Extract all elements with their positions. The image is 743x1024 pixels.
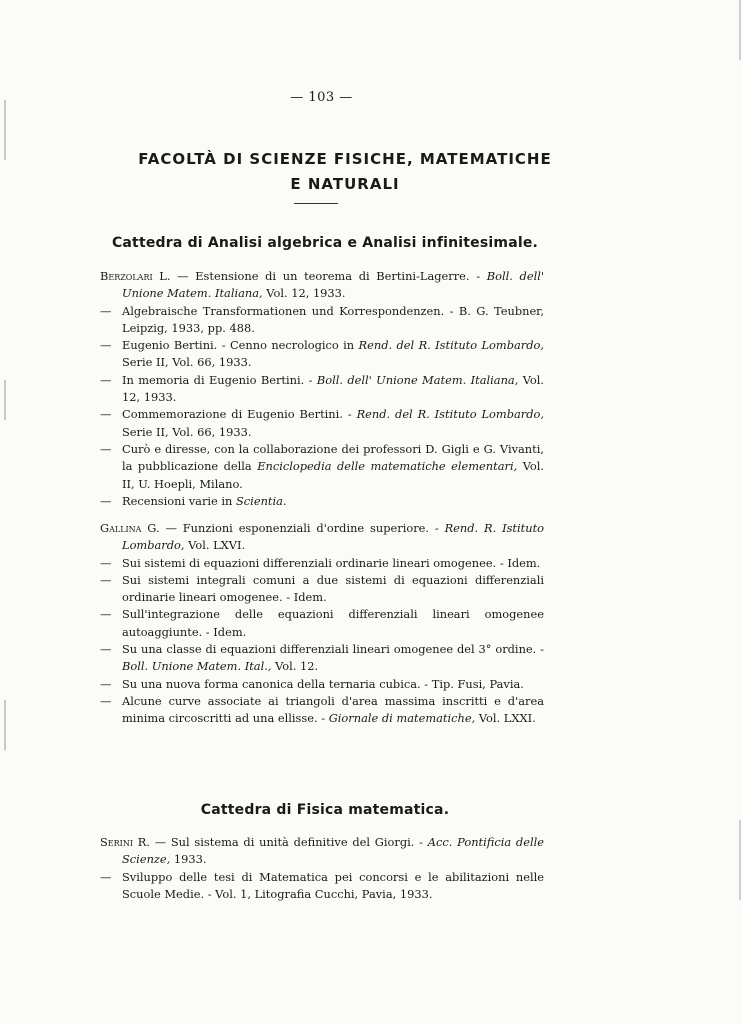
entry-tail: 1933.: [173, 852, 207, 867]
bibliography-entry: — Sui sistemi di equazioni differenziali ordinarie lineari omogenee. - Idem.: [100, 555, 541, 570]
faculty-title-line-2: E NATURALI: [290, 175, 400, 193]
faculty-title: [80, 147, 610, 197]
section-heading-fisica: Cattedra di Fisica matematica.: [200, 802, 450, 818]
scan-edge-mark: [4, 700, 6, 750]
bibliography-entry: — Commemorazione di Eugenio Bertini. - Rend. del R. Istituto Lombardo, Serie II, Vol. 66, 1933.: [100, 407, 545, 439]
bibliography-entry: — Sui sistemi integrali comuni a due sistemi di equazioni differenziali ordinarie lineari omogenee. - Idem.: [100, 572, 544, 605]
entry-venue: Acc. Pontificia delle Scienze,: [122, 835, 544, 867]
bibliography-entry: — In memoria di Eugenio Bertini. - Boll. dell' Unione Matem. Italiana, Vol. 12, 1933.: [100, 372, 545, 405]
bibliography-block-serini: [100, 834, 544, 903]
entry-text: Curò e diresse, con la collaborazione dei professori D. Gigli e G. Vivanti, la pubblicazione della: [122, 441, 544, 474]
entry-venue: Rend. del R. Istituto Lombardo,: [358, 338, 545, 353]
entry-text: Su una classe di equazioni differenziali lineari omogenee del 3° ordine. -: [122, 642, 544, 657]
scan-edge-mark: [739, 820, 741, 900]
scan-edge-mark: [4, 100, 6, 160]
bibliography-entry: — Sull'integrazione delle equazioni differenziali lineari omogenee autoaggiunte. - Idem.: [100, 607, 544, 639]
author-name: Serini R.: [100, 835, 150, 849]
title-divider: [294, 203, 338, 204]
author-name: Berzolari L.: [100, 269, 171, 283]
entry-text: Sui sistemi integrali comuni a due sistemi di equazioni differenziali ordinarie lineari omogenee. - Idem.: [122, 572, 544, 605]
faculty-title-line-1: FACOLTÀ DI SCIENZE FISICHE, MATEMATICHE: [138, 150, 552, 168]
bibliography-entry: — Algebraische Transformationen und Korrespondenzen. - B. G. Teubner, Leipzig, 1933, pp. 488.: [100, 303, 544, 335]
entry-tail: Vol. 12, 1933.: [122, 372, 545, 405]
entry-text: Sul sistema di unità definitive del Giorgi. -: [170, 835, 423, 849]
entry-text: Sull'integrazione delle equazioni differenziali lineari omogenee autoaggiunte. - Idem.: [122, 607, 544, 639]
entry-tail: Vol. 12.: [275, 659, 319, 674]
entry-venue: Boll. dell' Unione Matem. Italiana,: [122, 269, 544, 301]
scan-edge-mark: [4, 380, 6, 420]
author-name: Gallina G.: [100, 521, 160, 535]
entry-venue: Boll. dell' Unione Matem. Italiana,: [316, 372, 519, 387]
entry-venue: Boll. Unione Matem. Ital.,: [122, 659, 272, 674]
entry-text: Su una nuova forma canonica della ternaria cubica. - Tip. Fusi, Pavia.: [122, 676, 524, 691]
entry-text: Funzioni esponenziali d'ordine superiore. -: [182, 521, 439, 535]
bibliography-entry: — Su una classe di equazioni differenziali lineari omogenee del 3° ordine. - Boll. Unione Matem. Ital., Vol. 12.: [100, 642, 544, 674]
entry-text: Estensione di un teorema di Bertini-Lagerre. -: [195, 269, 481, 283]
entry-text: Eugenio Bertini. - Cenno necrologico in: [122, 338, 355, 353]
entry-text: In memoria di Eugenio Bertini. -: [122, 372, 313, 387]
entry-venue: Scientia.: [236, 493, 287, 508]
entry-tail: Vol. II, U. Hoepli, Milano.: [122, 459, 544, 491]
entry-text: Recensioni varie in: [122, 493, 233, 508]
entry-tail: Vol. LXXI.: [478, 711, 536, 726]
bibliography-entry: — Curò e diresse, con la collaborazione dei professori D. Gigli e G. Vivanti, la pubblicazione della Enciclopedia delle matematiche elementari, Vol. II, U. Hoepli, Milano.: [100, 441, 544, 491]
entry-venue: Rend. del R. Istituto Lombardo,: [356, 407, 545, 422]
entry-text: Sviluppo delle tesi di Matematica pei concorsi e le abilitazioni nelle Scuole Medie. - Vol. 1, Litografia Cucchi, Pavia, 1933.: [122, 869, 544, 901]
bibliography-block-berzolari: [100, 268, 544, 510]
entry-text: Commemorazione di Eugenio Bertini. -: [122, 407, 352, 422]
entry-venue: Enciclopedia delle matematiche elementari,: [257, 459, 518, 474]
entry-text: Sui sistemi di equazioni differenziali ordinarie lineari omogenee. - Idem.: [122, 555, 541, 570]
bibliography-entry: — Alcune curve associate ai triangoli d'area massima inscritti e d'area minima circoscritti ad una ellisse. - Giornale di matematiche, Vol. LXXI.: [100, 693, 544, 726]
entry-venue: Giornale di matematiche,: [328, 711, 476, 726]
scan-edge-mark: [739, 0, 741, 60]
entry-text: Algebraische Transformationen und Korrespondenzen. - B. G. Teubner, Leipzig, 1933, pp. 488.: [122, 303, 544, 335]
entry-tail: Vol. 12, 1933.: [266, 286, 346, 301]
section-heading-analisi: Cattedra di Analisi algebrica e Analisi infinitesimale.: [111, 235, 539, 251]
bibliography-entry: — Sviluppo delle tesi di Matematica pei concorsi e le abilitazioni nelle Scuole Medie. - Vol. 1, Litografia Cucchi, Pavia, 1933.: [100, 869, 544, 901]
bibliography-entry: Berzolari L. — Estensione di un teorema di Bertini-Lagerre. - Boll. dell' Unione Matem. Italiana, Vol. 12, 1933.: [100, 269, 544, 301]
entry-text: Alcune curve associate ai triangoli d'area massima inscritti e d'area minima circoscritti ad una ellisse. -: [122, 693, 544, 726]
bibliography-block-gallina: [100, 520, 544, 728]
entry-tail: Serie II, Vol. 66, 1933.: [122, 355, 252, 370]
bibliography-entry: Serini R. — Sul sistema di unità definitive del Giorgi. - Acc. Pontificia delle Scienze, 1933.: [100, 835, 544, 867]
bibliography-entry: — Eugenio Bertini. - Cenno necrologico in Rend. del R. Istituto Lombardo, Serie II, Vol. 66, 1933.: [100, 338, 545, 370]
bibliography-entry: — Recensioni varie in Scientia.: [100, 493, 287, 508]
page-number: — 103 —: [290, 90, 353, 105]
bibliography-entry: — Su una nuova forma canonica della ternaria cubica. - Tip. Fusi, Pavia.: [100, 676, 524, 691]
bibliography-entry: Gallina G. — Funzioni esponenziali d'ordine superiore. - Rend. R. Istituto Lombardo, Vol. LXVI.: [100, 521, 545, 553]
entry-tail: Vol. LXVI.: [188, 538, 246, 553]
entry-venue: Rend. R. Istituto Lombardo,: [122, 521, 545, 553]
entry-tail: Serie II, Vol. 66, 1933.: [122, 424, 252, 439]
